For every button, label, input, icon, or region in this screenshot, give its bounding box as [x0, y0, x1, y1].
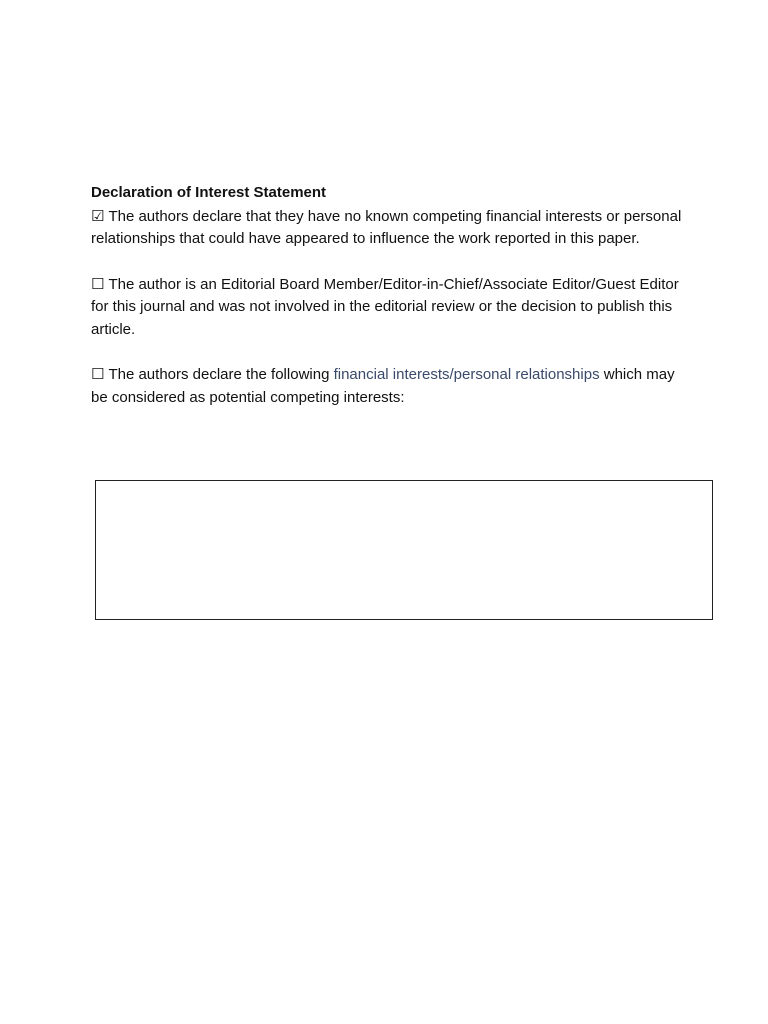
option-editorial-board-member: [91, 273, 691, 342]
option-no-competing-interests: [91, 205, 691, 251]
option-declare-interests: [91, 363, 691, 409]
option-text: The author is an Editorial Board Member/Editor-in-Chief/Associate Editor/Guest Editor for this journal and was not involved in the editorial review or the decision to publish this article.: [91, 275, 679, 338]
declaration-title: Declaration of Interest Statement: [91, 184, 327, 201]
option-text-after: which may be considered as potential competing interests:: [91, 366, 675, 406]
financial-interests-link[interactable]: financial interests/personal relationships: [333, 366, 600, 383]
declaration-section: [91, 182, 691, 431]
competing-interests-text-box[interactable]: [95, 480, 713, 620]
unchecked-checkbox-icon[interactable]: ☐: [91, 274, 105, 293]
checked-checkbox-icon[interactable]: ☑: [91, 206, 105, 225]
option-text: The authors declare that they have no known competing financial interests or personal relationships that could have appeared to influence the work reported in this paper.: [91, 207, 682, 247]
option-text-before: The authors declare the following: [108, 366, 334, 383]
unchecked-checkbox-icon[interactable]: ☐: [91, 365, 105, 383]
